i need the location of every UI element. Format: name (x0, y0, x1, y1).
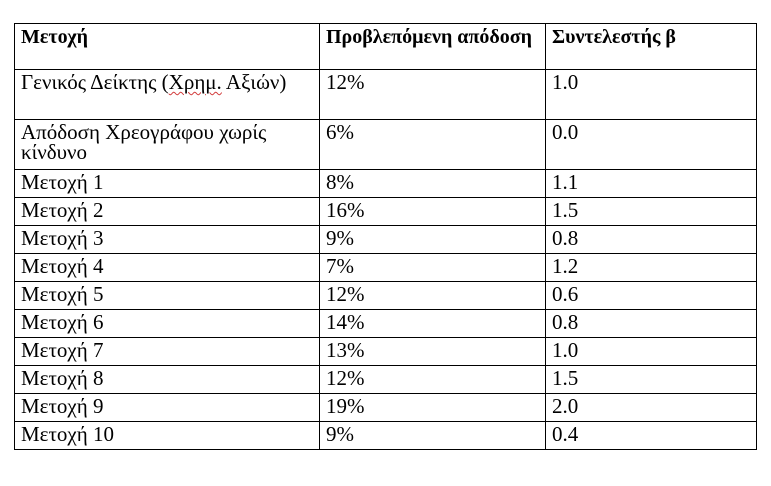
cell-beta: 2.0 (546, 394, 757, 422)
cell-stock-name: Μετοχή 4 (15, 254, 320, 282)
table-row (15, 394, 757, 422)
cell-stock-name: Μετοχή 7 (15, 338, 320, 366)
table-row (15, 226, 757, 254)
table-row (15, 422, 757, 450)
table-row (15, 254, 757, 282)
cell-return: 12% (320, 366, 546, 394)
cell-return: 19% (320, 394, 546, 422)
cell-beta: 1.2 (546, 254, 757, 282)
cell-beta: 1.1 (546, 170, 757, 198)
cell-return: 9% (320, 226, 546, 254)
header-stock: Μετοχή (15, 24, 320, 70)
header-beta: Συντελεστής β (546, 24, 757, 70)
cell-stock-name: Μετοχή 9 (15, 394, 320, 422)
cell-stock-name-part: Αξιών) (221, 70, 287, 94)
cell-return: 12% (320, 282, 546, 310)
cell-stock-name: Μετοχή 10 (15, 422, 320, 450)
cell-return: 7% (320, 254, 546, 282)
cell-stock-name: Μετοχή 6 (15, 310, 320, 338)
cell-stock-name: Μετοχή 3 (15, 226, 320, 254)
table-row (15, 310, 757, 338)
cell-stock-name: Μετοχή 8 (15, 366, 320, 394)
cell-return: 12% (320, 70, 546, 120)
cell-beta: 0.0 (546, 120, 757, 170)
table-row (15, 120, 757, 170)
cell-beta: 0.8 (546, 310, 757, 338)
cell-stock-name: Απόδοση Χρεογράφου χωρίς κίνδυνο (15, 120, 320, 170)
cell-stock-name (15, 70, 320, 120)
cell-stock-name: Μετοχή 2 (15, 198, 320, 226)
cell-return: 6% (320, 120, 546, 170)
cell-return: 16% (320, 198, 546, 226)
cell-beta: 1.5 (546, 198, 757, 226)
cell-beta: 1.0 (546, 338, 757, 366)
table-header-row (15, 24, 757, 70)
table-row (15, 198, 757, 226)
spellcheck-word: Χρημ. (168, 70, 222, 94)
cell-stock-name: Μετοχή 1 (15, 170, 320, 198)
table-row (15, 170, 757, 198)
cell-return: 8% (320, 170, 546, 198)
table-row (15, 366, 757, 394)
cell-beta: 0.4 (546, 422, 757, 450)
cell-beta: 1.0 (546, 70, 757, 120)
table-row (15, 70, 757, 120)
cell-beta: 0.6 (546, 282, 757, 310)
header-expected-return: Προβλεπόμενη απόδοση (320, 24, 546, 70)
cell-return: 14% (320, 310, 546, 338)
cell-return: 13% (320, 338, 546, 366)
cell-return: 9% (320, 422, 546, 450)
cell-beta: 0.8 (546, 226, 757, 254)
table-row (15, 282, 757, 310)
cell-beta: 1.5 (546, 366, 757, 394)
cell-stock-name-part: Γενικός Δείκτης ( (21, 70, 169, 94)
table-row (15, 338, 757, 366)
cell-stock-name: Μετοχή 5 (15, 282, 320, 310)
stock-table (14, 23, 757, 450)
